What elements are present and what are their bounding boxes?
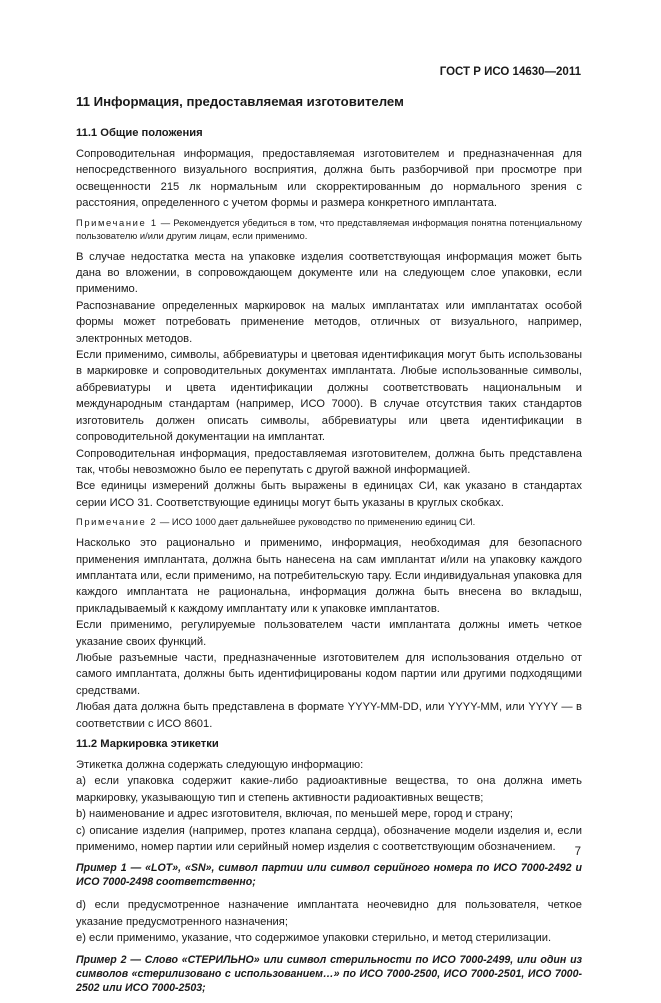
paragraph: Если применимо, символы, аббревиатуры и цветовая идентификация могут быть использованы в маркировке и сопроводительных документах имплантата. Любые использованные символы, аббревиатуры и цвета идентификации должны соответствовать национальным и международным стандартам (например, ИСО 7000). В случае отсутствия таких стандартов изготовитель должен описать символы, аббревиатуры или цвета идентификации в сопроводительной документации на имплантат. — [76, 349, 582, 444]
list-item: b) наименование и адрес изготовителя, включая, по меньшей мере, город и страну; — [76, 808, 514, 821]
paragraph: Сопроводительная информация, предоставляемая изготовителем, должна быть представлена так, чтобы невозможно было ее перепутать с другой важной информацией. — [76, 447, 582, 476]
example-1: Пример 1 — «LOT», «SN», символ партии или символ серийного номера по ИСО 7000-2492 и ИСО 7000-2498 соответственно; — [76, 862, 582, 889]
example-2: Пример 2 — Слово «СТЕРИЛЬНО» или символ стерильности по ИСО 7000-2499, или один из символов «стерилизовано с использованием…» по ИСО 7000-2500, ИСО 7000-2501, ИСО 7000-2502 или ИСО 7000-2503; — [76, 953, 582, 994]
document-id-header: ГОСТ Р ИСО 14630—2011 — [439, 66, 581, 78]
note-1 — [76, 216, 582, 242]
paragraph: Распознавание определенных маркировок на малых имплантатах или имплантатах особой формы может потребовать применение методов, отличных от визуального, например, электронных методов. — [76, 299, 582, 345]
paragraph: Насколько это рационально и применимо, информация, необходимая для безопасного применения имплантата, должна быть нанесена на сам имплантат и/или на упаковку каждого имплантата или, если применимо, на потребительскую тару. Если индивидуальная упаковка для каждого имплантата не рациональна, информация должна быть внесена во вкладыш, прикладываемый к каждому имплантату или к упаковке имплантатов. — [76, 537, 582, 615]
list-item: с) описание изделия (например, протез клапана сердца), обозначение модели изделия и, если применимо, номер партии или серийный номер изделия с соответствующим обозначением. — [76, 824, 582, 854]
list-item: е) если применимо, указание, что содержимое упаковки стерильно, и метод стерилизации. — [76, 932, 552, 945]
paragraph: Любые разъемные части, предназначенные изготовителем для использования отдельно от самого имплантата, должны быть идентифицированы кодом партии или другими подходящими средствами. — [76, 651, 582, 697]
list-item: а) если упаковка содержит какие-либо радиоактивные вещества, то она должна иметь маркировку, указывающую тип и степень активности радиоактивных веществ; — [76, 775, 582, 804]
paragraph: В случае недостатка места на упаковке изделия соответствующая информация может быть дана во вложении, в сопровождающем документе или на следующем слое упаковки, если применимо. — [76, 250, 582, 296]
page-number: 7 — [574, 846, 581, 858]
subsection-title-general: 11.1 Общие положения — [76, 127, 203, 139]
list-item: d) если предусмотренное назначение имплантата неочевидно для пользователя, четкое указание предусмотренного назначения; — [76, 899, 582, 928]
note-text: — ИСО 1000 дает дальнейшее руководство по применению единиц СИ. — [159, 516, 476, 528]
section-title: 11 Информация, предоставляемая изготовителем — [76, 94, 404, 109]
subsection-title-label: 11.2 Маркировка этикетки — [76, 738, 219, 750]
paragraph: Этикетка должна содержать следующую информацию: — [76, 759, 364, 771]
note-label: Примечание 2 — [76, 516, 158, 528]
paragraph: Сопроводительная информация, предоставляемая изготовителем и предназначенная для непосредственного визуального восприятия, должна быть разборчивой при просмотре при освещенности 215 лк нормальным или скорректированным до нормального зрения с расстояния, определенного с учетом формы и размера конкретного имплантата. — [76, 148, 582, 210]
note-2 — [76, 515, 582, 528]
paragraph: Все единицы измерений должны быть выражены в единицах СИ, как указано в стандартах серии ИСО 31. Соответствующие единицы могут быть указаны в круглых скобках. — [76, 480, 582, 509]
paragraph: Любая дата должна быть представлена в формате YYYY-MM-DD, или YYYY-MM, или YYYY — в соответствии с ИСО 8601. — [76, 701, 582, 730]
note-label: Примечание 1 — [76, 216, 158, 228]
note-text: — Рекомендуется убедиться в том, что представляемая информация понятна потенциальному пользователю и/или другим лицам, если применимо. — [76, 216, 582, 241]
page-content — [76, 94, 582, 1003]
paragraph: Если применимо, регулируемые пользователем части имплантата должны иметь четкое указание своих функций. — [76, 619, 582, 648]
